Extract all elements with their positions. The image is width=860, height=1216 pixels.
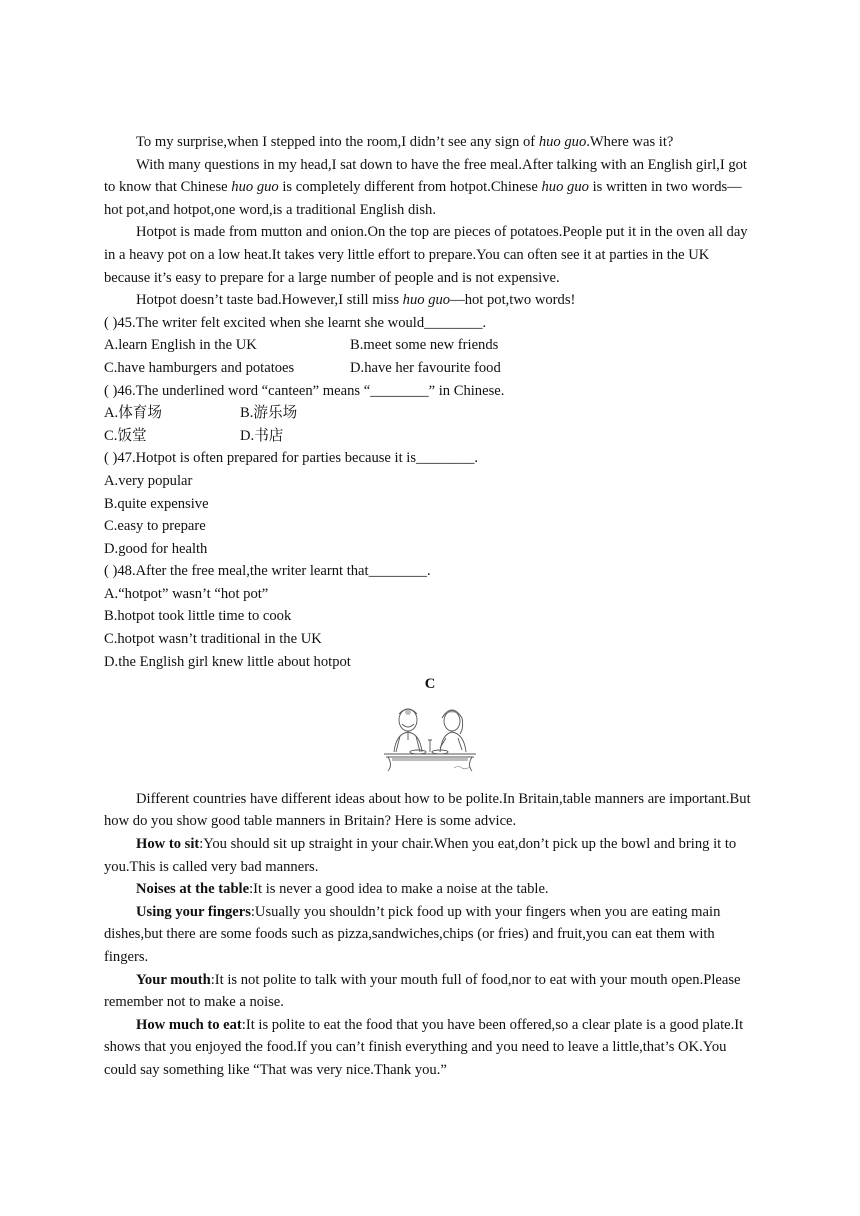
question-46-option-c[interactable]: C.饭堂 bbox=[104, 427, 147, 444]
question-48-option-c[interactable]: C.hotpot wasn’t traditional in the UK bbox=[104, 631, 322, 648]
tip-title: Noises at the table bbox=[136, 881, 250, 898]
tip-text: :It is not polite to talk with your mouth full of food,nor to eat with your mouth open.Please remember not to make a noise. bbox=[104, 971, 741, 1011]
tip-text: :It is never a good idea to make a noise at the table. bbox=[249, 881, 549, 898]
section-c-heading: C bbox=[424, 676, 436, 693]
tip-title: How to sit bbox=[136, 836, 200, 853]
question-45-options-row-2 bbox=[104, 357, 756, 380]
question-46-option-d[interactable]: D.书店 bbox=[240, 427, 284, 444]
dining-couple-drawing bbox=[378, 700, 482, 774]
question-48-option-d[interactable]: D.the English girl knew little about hotpot bbox=[104, 653, 351, 670]
italic-term: huo guo bbox=[231, 179, 279, 196]
question-47-option-d[interactable]: D.good for health bbox=[104, 540, 208, 557]
text: is written in two words—hot pot,and hotpot,one word,is a traditional English dish. bbox=[104, 179, 742, 218]
passage-b-paragraph-1 bbox=[104, 131, 756, 154]
tip-title: Your mouth bbox=[136, 971, 211, 988]
passage-b-paragraph-3: Hotpot is made from mutton and onion.On the top are pieces of potatoes.People put it in the oven all day in a heavy pot on a low heat.It takes very little effort to prepare.You can often see it at parties in the UK because it’s easy to prepare for a large number of people and is not expensive. bbox=[104, 224, 748, 286]
tip-text: :You should sit up straight in your chair.When you eat,don’t pick up the bowl and bring it to you.This is called very bad manners. bbox=[104, 836, 737, 875]
dining-couple-illustration bbox=[104, 700, 756, 774]
question-48-option-a[interactable]: A.“hotpot” wasn’t “hot pot” bbox=[104, 585, 269, 602]
tip-text: :It is polite to eat the food that you have been offered,so a clear plate is a good plate.It shows that you enjoyed the food.If you can’t finish everything and you need to leave a little,that’s OK.You could say something like “That was very nice.Thank you.” bbox=[104, 1016, 744, 1078]
question-46-options-row-1 bbox=[104, 402, 756, 425]
italic-term: huo guo bbox=[402, 292, 451, 309]
tip-text: :Usually you shouldn’t pick food up with your fingers when you are eating main dishes,but there are some foods such as pizza,sandwiches,chips (or fries) and fruit,you can eat them with fingers. bbox=[104, 903, 721, 965]
text: .Where was it? bbox=[586, 134, 674, 150]
question-48-option-b[interactable]: B.hotpot took little time to cook bbox=[104, 608, 292, 625]
question-45-options-row-1 bbox=[104, 334, 756, 357]
question-45-option-d[interactable]: D.have her favourite food bbox=[350, 359, 501, 376]
tip-title: Using your fingers bbox=[136, 903, 251, 920]
tip-noises bbox=[104, 878, 756, 901]
question-47-option-b[interactable]: B.quite expensive bbox=[104, 495, 209, 512]
question-45-option-c[interactable]: C.have hamburgers and potatoes bbox=[104, 359, 295, 376]
passage-b-paragraph-2 bbox=[104, 154, 756, 222]
question-46-stem: ( )46.The underlined word “canteen” means “________” in Chinese. bbox=[104, 382, 505, 399]
question-45-option-b[interactable]: B.meet some new friends bbox=[350, 337, 499, 354]
question-46-options-row-2 bbox=[104, 425, 756, 448]
text: Hotpot doesn’t taste bad.However,I still miss bbox=[136, 292, 403, 309]
question-47-option-c[interactable]: C.easy to prepare bbox=[104, 518, 206, 535]
question-45-stem: ( )45.The writer felt excited when she learnt she would________. bbox=[104, 314, 487, 331]
question-48-stem: ( )48.After the free meal,the writer learnt that________. bbox=[104, 563, 431, 580]
question-47-option-a[interactable]: A.very popular bbox=[104, 472, 193, 489]
text: To my surprise,when I stepped into the room,I didn’t see any sign of bbox=[136, 134, 539, 150]
passage-b-paragraph-4 bbox=[104, 289, 756, 312]
italic-term: huo guo bbox=[541, 179, 589, 196]
question-45-option-a[interactable]: A.learn English in the UK bbox=[104, 337, 257, 354]
tip-how-to-sit bbox=[104, 833, 756, 878]
tip-title: How much to eat bbox=[136, 1016, 242, 1033]
text: With many questions in my head,I sat down to have the free meal.After talking with an English girl,I got to know that Chinese bbox=[104, 156, 747, 196]
italic-term: huo guo bbox=[538, 134, 587, 150]
question-47-stem: ( )47.Hotpot is often prepared for parties because it is________. bbox=[104, 450, 479, 467]
tip-how-much bbox=[104, 1014, 756, 1082]
section-c-intro: Different countries have different ideas about how to be polite.In Britain,table manners are important.But how do you show good table manners in Britain? Here is some advice. bbox=[104, 790, 751, 830]
document-body bbox=[104, 131, 756, 1082]
text: is completely different from hotpot.Chinese bbox=[278, 179, 542, 196]
tip-fingers bbox=[104, 901, 756, 969]
tip-mouth bbox=[104, 969, 756, 1014]
text: —hot pot,two words! bbox=[450, 292, 576, 309]
question-46-option-b[interactable]: B.游乐场 bbox=[240, 405, 298, 422]
question-46-option-a[interactable]: A.体育场 bbox=[104, 405, 162, 422]
